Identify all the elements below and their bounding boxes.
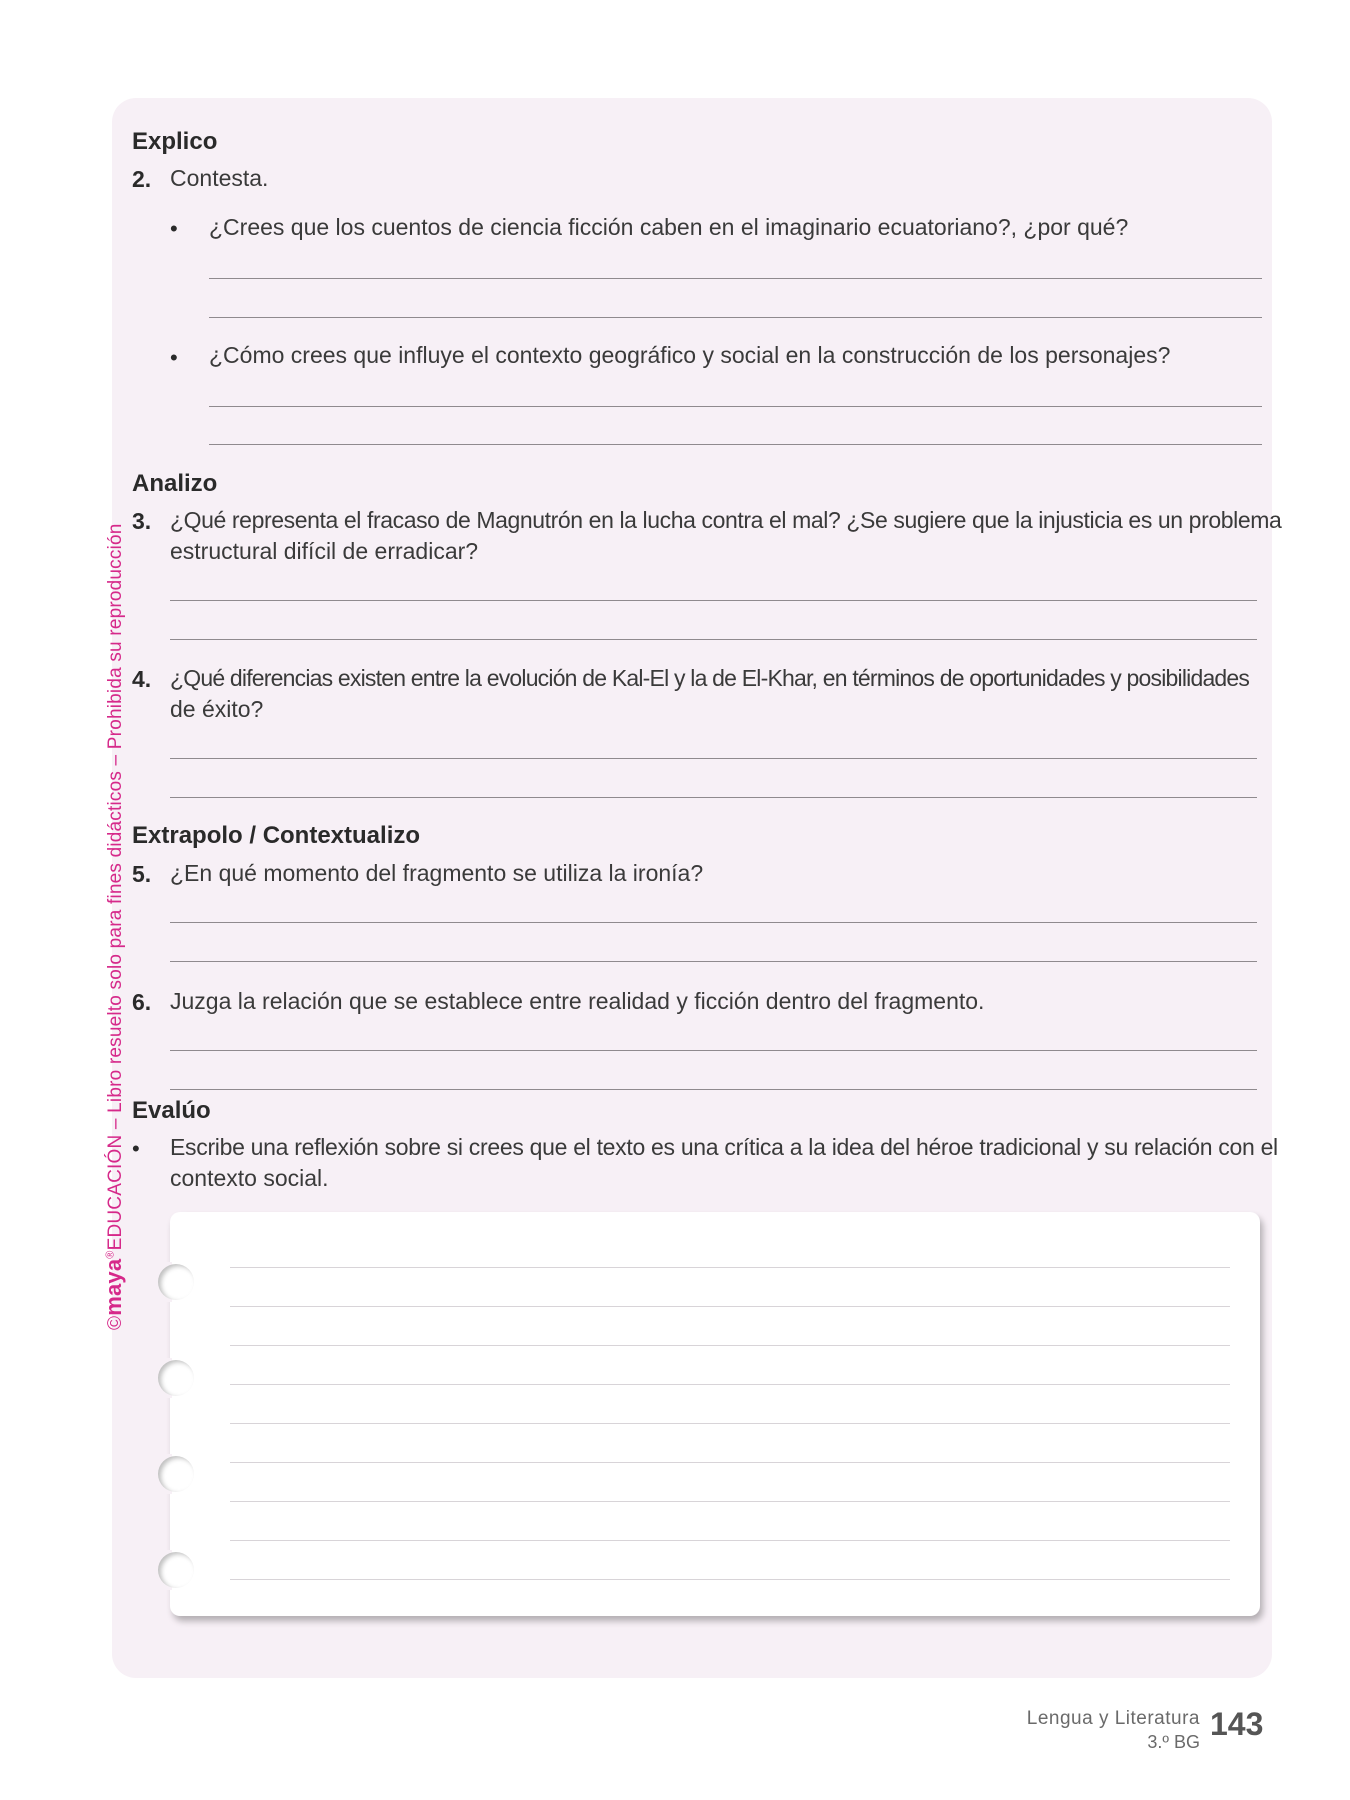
- binder-ring-icon: [158, 1264, 194, 1300]
- notebook-writing-area[interactable]: [170, 1212, 1260, 1616]
- question-2-bullet-1: ¿Crees que los cuentos de ciencia ficción caben en el imaginario ecuatoriano?, ¿por qué?: [209, 214, 1129, 240]
- question-6-number: 6.: [132, 989, 152, 1015]
- question-3-number: 3.: [132, 508, 152, 534]
- binder-ring-icon: [158, 1456, 194, 1492]
- notebook-line: [230, 1306, 1230, 1307]
- section-title-evaluo: Evalúo: [132, 1097, 211, 1124]
- answer-line: [170, 1089, 1257, 1090]
- bullet-2: •: [170, 345, 178, 370]
- notebook-line: [230, 1540, 1230, 1541]
- section-title-analizo: Analizo: [132, 470, 218, 497]
- copyright-text: EDUCACIÓN – Libro resuelto solo para fines didácticos – Prohibida su reproducción: [105, 523, 126, 1251]
- binder-ring-icon: [158, 1360, 194, 1396]
- copyright-symbol: ©: [105, 1315, 126, 1330]
- question-3-line-1: ¿Qué representa el fracaso de Magnutrón en la lucha contra el mal? ¿Se sugiere que la injusticia es un problema: [170, 507, 1282, 533]
- question-5-number: 5.: [132, 861, 152, 887]
- brand-logo-text: maya: [101, 1258, 126, 1316]
- binder-ring-icon: [158, 1552, 194, 1588]
- question-4-number: 4.: [132, 666, 152, 692]
- notebook-line: [230, 1462, 1230, 1463]
- page-number: 143: [1210, 1706, 1264, 1742]
- notebook-line: [230, 1345, 1230, 1346]
- evaluo-line-2: contexto social.: [170, 1165, 329, 1191]
- question-4-line-2: de éxito?: [170, 696, 264, 722]
- notebook-line: [230, 1423, 1230, 1424]
- evaluo-line-1: Escribe una reflexión sobre si crees que el texto es una crítica a la idea del héroe tradicional y su relación con el: [170, 1134, 1278, 1160]
- answer-line: [170, 639, 1257, 640]
- question-4-line-1: ¿Qué diferencias existen entre la evolución de Kal-El y la de El-Khar, en términos de oportunidades y posibilidades: [170, 665, 1250, 691]
- answer-line: [170, 797, 1257, 798]
- registered-mark: ®: [104, 1250, 117, 1259]
- question-6-text: Juzga la relación que se establece entre realidad y ficción dentro del fragmento.: [170, 988, 985, 1014]
- section-title-extrapolo: Extrapolo / Contextualizo: [132, 822, 421, 849]
- footer-subject: Lengua y Literatura: [1026, 1708, 1200, 1729]
- notebook-line: [230, 1384, 1230, 1385]
- notebook-line: [230, 1579, 1230, 1580]
- bullet-1: •: [170, 216, 178, 241]
- answer-line: [209, 406, 1262, 407]
- question-2-number: 2.: [132, 166, 152, 192]
- question-5-text: ¿En qué momento del fragmento se utiliza la ironía?: [170, 860, 704, 886]
- question-3-line-2: estructural difícil de erradicar?: [170, 538, 479, 564]
- copyright-notice: [101, 523, 127, 1330]
- answer-line: [170, 1050, 1257, 1051]
- section-title-explico: Explico: [132, 128, 218, 155]
- bullet-3: •: [132, 1136, 140, 1161]
- question-2-bullet-2: ¿Cómo crees que influye el contexto geográfico y social en la construcción de los personajes?: [209, 342, 1171, 368]
- answer-line: [170, 758, 1257, 759]
- answer-line: [209, 444, 1262, 445]
- answer-line: [209, 278, 1262, 279]
- notebook-line: [230, 1501, 1230, 1502]
- answer-line: [209, 317, 1262, 318]
- footer-grade: 3.º BG: [1147, 1732, 1200, 1752]
- answer-line: [170, 922, 1257, 923]
- question-2-text: Contesta.: [170, 165, 269, 191]
- notebook-line: [230, 1267, 1230, 1268]
- answer-line: [170, 600, 1257, 601]
- answer-line: [170, 961, 1257, 962]
